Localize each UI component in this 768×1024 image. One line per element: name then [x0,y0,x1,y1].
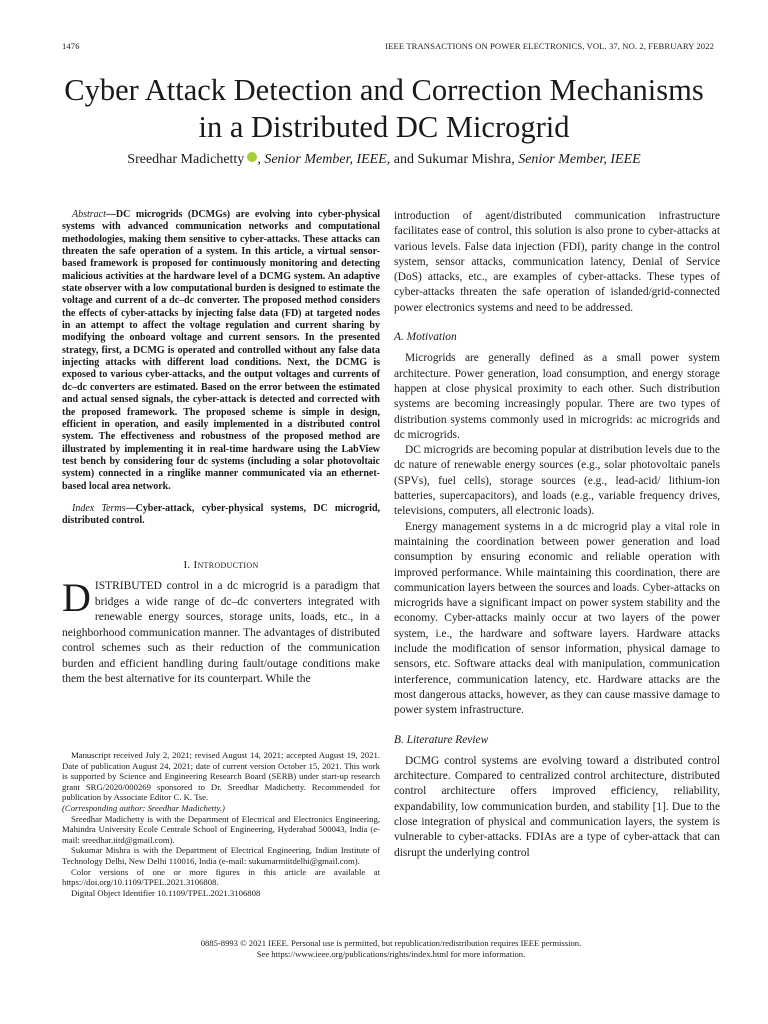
abstract-lead: Abstract [72,209,106,220]
copyright-footer [62,938,720,959]
page-number: 1476 [62,41,80,51]
index-terms-lead: Index Terms [72,502,126,514]
intro-text: ISTRIBUTED control in a dc microgrid is a paradigm that bridges a wide range of dc–dc converters integrated with renewable energy sources, storage units, loads, etc., in a neighborhood communication manner. The advantages of distributed control schemes such as their reduction of the communication burden and efficient handling during fault/outage conditions make them the best alternative for its counterpart. While the [62,580,380,686]
footnotes [62,750,380,898]
section-heading-introduction: I. Introduction [183,558,259,571]
footer-line-2: See https://www.ieee.org/publications/rights/index.html for more information. [256,948,526,959]
author-2-role: Senior Member, IEEE [518,152,641,167]
author-list: Sreedhar Madichetty , Senior Member, IEEE, and Sukumar Mishra, Senior Member, IEEE [127,152,641,167]
author-connector: , and [386,152,418,167]
orcid-icon[interactable] [247,152,257,162]
footnote-affiliation-2: Sukumar Mishra is with the Department of Electrical Engineering, Indian Institute of Technology Delhi, New Delhi 110016, India (e-mail: sukumarmiitdelhi@gmail.com). [62,845,380,866]
right-paragraph-4: DCMG control systems are evolving toward a distributed control architecture. Compared to centralized control architecture, distributed control architecture offers improved efficiency, reliability, expandability, low communication burden, and stability [1]. Due to the close integration of physical and communication layers, the system is vulnerable to cyber-attacks. FDIAs are a type of cyber-attack that can disrupt the underlying control [394,754,720,859]
paper-title [40,72,728,146]
right-paragraph-0: introduction of agent/distributed communication infrastructure facilitates ease of control, this solution is also prone to cyber-attacks at various levels. False data injection (FDI), parity change in the control system, sensor attacks, communication latency, Denial of Service (DoS) attacks, etc., are examples of cyber-attacks. These types of cyber-attacks threaten the safe operation of islanded/grid-connected power electronics systems and need to be addressed. [394,210,720,314]
author-2-name: Sukumar Mishra [417,152,512,167]
author-1-name: Sreedhar Madichetty [127,152,245,167]
index-terms [62,503,380,528]
index-terms-text: —Cyber-attack, cyber-physical systems, DC microgrid, distributed control. [62,502,380,527]
right-column [394,209,720,861]
abstract [62,209,380,493]
title-line-1: Cyber Attack Detection and Correction Mechanisms [64,73,704,107]
footnote-manuscript: Manuscript received July 2, 2021; revised August 14, 2021; accepted August 19, 2021. Date of publication August 24, 2021; date of current version October 15, 2021. This work is supported by Science and Engineering Research Board (SERB) under start-up research grant SRG/2020/000269 sponsored to Dr. Sreedhar Madichetty. Recommended for publication by Associate Editor C. K. Tse. [62,750,380,803]
footnote-corresponding: (Corresponding author: Sreedhar Madichetty.) [62,802,225,813]
right-paragraph-1: Microgrids are generally defined as a small power system architecture. Power generation, load consumption, and energy storage happen at close physical proximity to each other. Such distribution systems are becoming increasingly popular. There are two types of distribution systems commonly used in microgrids: ac microgrids and dc microgrids. [394,352,720,441]
footnote-doi: Digital Object Identifier 10.1109/TPEL.2021.3106808 [71,887,261,898]
title-line-2: in a Distributed DC Microgrid [198,110,570,144]
intro-paragraph [62,575,380,688]
footnote-affiliation-1: Sreedhar Madichetty is with the Department of Electrical and Electronics Engineering, Mahindra University Ecole Centrale School of Engineering, Hyderabad 500043, India (e-mail: sreedhar.iitd@gmail.com). [62,813,380,845]
journal-name: IEEE TRANSACTIONS ON POWER ELECTRONICS, VOL. 37, NO. 2, FEBRUARY 2022 [385,41,714,51]
right-paragraph-3: Energy management systems in a dc microgrid play a vital role in maintaining the coordination between power generation and load consumption by ensuring economic and reliable operation with improved performance. While maintaining this coordination, there are communication layers between the sources and loads. Cyber-attacks on microgrids have a significant impact on power system stability and the economy. Cyber-attacks mainly occur at two layers of the power system, i.e., the hardware and software layers. Hardware attacks include the modification of sensor information, physical damage to sensors, etc. Software attacks deal with manipulation, communication interference, communication latency, etc. Hardware attacks are the most dangerous attacks, however, as they can cause massive damage to power system infrastructure. [394,520,720,717]
drop-cap: D [62,575,91,621]
footnote-color: Color versions of one or more figures in this article are available at https://doi.org/10.1109/TPEL.2021.3106808. [62,866,380,888]
abstract-text: —DC microgrids (DCMGs) are evolving into cyber-physical systems with advanced communication networks and computational methodologies, making them sensitive to cyber-attacks. These attacks can threaten the safe operation of a system. In this article, a virtual sensor-based framework is proposed for continuously monitoring and detecting malicious activities at the hardware level of a DCMG system. An adaptive state observer with a low computational burden is designed to estimate the voltage and current of a dc–dc converter. The proposed method considers the effects of cyber-attacks by injecting false data (FD) at targeted nodes in an attempt to affect the voltage regulation and current sharing by modifying the onboard voltage and current sensors. In the presented strategy, first, a DCMG is operated and controlled without any false data injecting attacks with different load conditions. Next, the DCMG is exposed to various cyber-attacks, and the output voltages and currents of dc–dc converters are estimated. Based on the error between the estimated and actual sensed signals, the cyber-attack is detected and corrected with the proposed framework. The proposed scheme is simple in design, efficient in operation, and easily implemented in a distributed control system. The effectiveness and robustness of the proposed method are illustrated by implementing it in real-time hardware using the LabView test bench by considering four dc systems (including a solar photovoltaic system) connected in a ringlike manner communicated via an ethernet-based local area network. [62,209,380,492]
author-1-role: Senior Member, IEEE [264,152,387,167]
right-paragraph-2: DC microgrids are becoming popular at distribution levels due to the dc nature of renewable energy sources (e.g., solar photovoltaic panels (SPVs), fuel cells), storage sources (e.g., lead-acid/ lithium-ion batteries, supercapacitors), and loads (e.g., variable frequency drives, televisions, computers, all electronic loads). [394,444,720,518]
subsection-literature-review: B. Literature Review [394,733,489,746]
left-column [62,209,380,688]
footer-line-1: 0885-8993 © 2021 IEEE. Personal use is permitted, but republication/redistribution requires IEEE permission. [200,938,582,948]
subsection-motivation: A. Motivation [394,331,457,344]
